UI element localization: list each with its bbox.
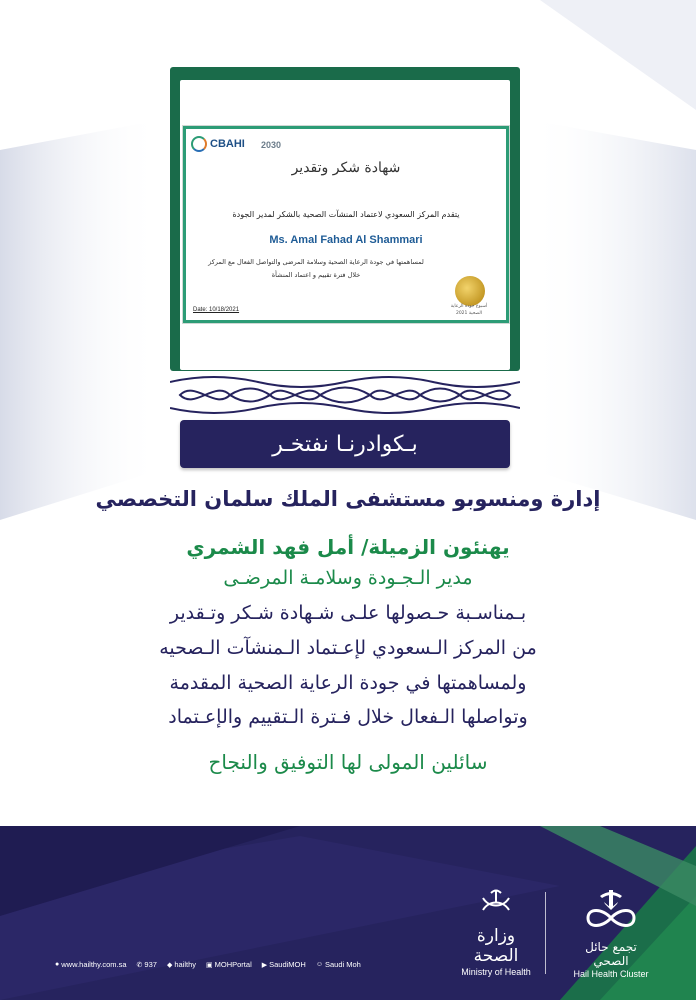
social-links <box>55 960 361 969</box>
social-website-text: www.hailthy.com.sa <box>61 960 127 969</box>
hail-cluster-name-ar: تجمع حائل الصحي <box>585 940 637 968</box>
social-website[interactable] <box>55 960 127 969</box>
social-twitter-text: hailthy <box>174 960 197 969</box>
banner-text: بـكوادرنـا نفتخـر <box>272 431 418 457</box>
message-line-5: من المركز الـسعودي لإعـتماد الـمنشآت الـصحيه <box>159 637 537 659</box>
social-phone[interactable] <box>137 960 157 969</box>
ornament-band <box>170 372 520 418</box>
social-instagram-text: MOHPortal <box>214 960 252 969</box>
certificate-intro: يتقدم المركز السعودي لاعتماد المنشآت الصحية بالشكر لمدير الجودة <box>232 210 460 219</box>
instagram-icon: ▣ <box>206 961 213 969</box>
cbahi-logo <box>191 136 245 152</box>
social-youtube-text: SaudiMOH <box>269 960 306 969</box>
certificate-border <box>506 126 509 323</box>
certificate-body: لمساهمتها في جودة الرعاية الصحية وسلامة المرضى والتواصل الفعال مع المركز خلال فترة تقييم و اعتماد المنشأة <box>208 258 424 279</box>
hail-cluster-emblem-icon <box>580 888 642 934</box>
message-line-3: مدير الـجـودة وسلامـة المرضـى <box>223 567 473 589</box>
certificate-image <box>182 125 510 324</box>
youtube-icon: ▶ <box>261 961 268 969</box>
certificate-title: شهادة شكر وتقدير <box>291 160 401 176</box>
phone-icon: ✆ <box>136 961 143 969</box>
social-phone-text: 937 <box>144 960 157 969</box>
footer-divider <box>545 892 546 974</box>
cbahi-logo-text: CBAHI <box>210 138 245 150</box>
certificate-border <box>183 320 509 323</box>
message-line-4: بـمناسـبة حـصولها علـى شـهادة شـكر وتـقدير <box>169 602 527 624</box>
message-line-7: وتواصلها الـفعال خلال فـترة الـتقييم والإعـتماد <box>168 706 528 728</box>
cbahi-mark-icon <box>191 136 207 152</box>
social-twitter[interactable] <box>167 960 196 969</box>
moh-emblem-icon <box>471 888 521 918</box>
gold-seal-icon <box>455 276 485 306</box>
headline-banner <box>180 420 510 468</box>
certificate-recipient-name: Ms. Amal Fahad Al Shammari <box>269 234 423 246</box>
social-instagram[interactable] <box>206 960 252 969</box>
message-line-2: يهنئون الزميلة/ أمل فهد الشمري <box>186 535 510 559</box>
moh-logo <box>456 888 536 977</box>
social-snapchat[interactable] <box>316 960 361 969</box>
certificate-border <box>183 126 509 129</box>
social-youtube[interactable] <box>262 960 306 969</box>
twitter-icon: ◆ <box>166 961 173 969</box>
globe-icon: ● <box>55 961 60 968</box>
message-line-6: ولمساهمتها في جودة الرعاية الصحية المقدمة <box>169 672 527 694</box>
seal-label: أسبوع جودة الرعاية الصحية 2021 <box>450 304 488 316</box>
message-line-8: سائلين المولى لها التوفيق والنجاح <box>208 750 488 774</box>
vision-2030-logo: 2030 <box>261 140 282 150</box>
message-line-1: إدارة ومنسوبو مستشفى الملك سلمان التخصصي <box>95 487 601 511</box>
hail-cluster-name-en: Hail Health Cluster <box>573 969 649 979</box>
social-snapchat-text: Saudi Moh <box>324 960 361 969</box>
certificate-border <box>183 126 186 323</box>
moh-name-ar: وزارة الصحة <box>473 926 519 966</box>
hail-health-cluster-logo <box>566 888 656 979</box>
snapchat-icon: ☺ <box>315 961 323 968</box>
moh-name-en: Ministry of Health <box>461 967 531 977</box>
certificate-date: Date: 10/18/2021 <box>193 307 240 313</box>
